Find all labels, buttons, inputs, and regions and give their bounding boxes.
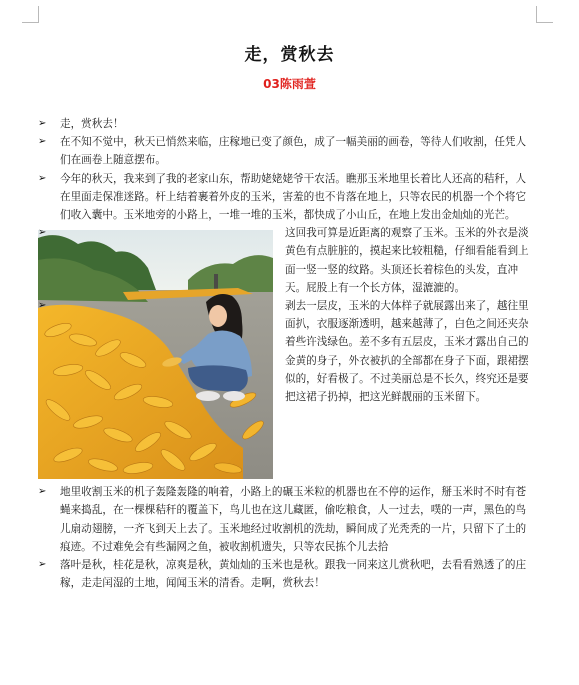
paragraph-text: 走，赏秋去！ (60, 118, 124, 130)
paragraph-2 (38, 133, 532, 169)
arrow-bullet-icon: ➢ (38, 486, 47, 498)
document-title: 走，赏秋去 (244, 45, 335, 65)
paragraph-text: 这回我可算是近距离的观察了玉米。玉米的外衣是淡黄色有点脏脏的，摸起来比较粗糙，仔细看能看到上面一竖一竖的纹路。头顶还长着棕色的头发，直冲天。屁股上有一个长方体，湿漉漉的。 (285, 227, 529, 294)
document-body (38, 115, 532, 592)
paragraph-text: 地里收割玉米的机子轰隆轰隆的响着，小路上的碾玉米粒的机器也在不停的运作，掰玉米时不时有苍蝇来捣乱，在一棵棵秸秆的覆盖下，鸟儿也在这儿藏匿，偷吃粮食，人一过去，噗的一声，黑色的鸟儿扇动翅膀，一齐飞到天上去了。玉米地经过收割机的洗劫，瞬间成了光秃秃的一片，只留下了土的痕迹。不过难免会有些漏网之鱼，被收割机遗失，只等农民拣个儿去拾 (60, 486, 527, 553)
paragraph-text: 落叶是秋，桂花是秋，凉爽是秋，黄灿灿的玉米也是秋。跟我一同来这儿赏秋吧，去看看熟透了的庄稼，走走闰湿的土地，闻闻玉米的清香。走啊，赏秋去！ (60, 559, 527, 590)
paragraph-6 (38, 483, 532, 556)
crop-mark-top-right (536, 6, 553, 23)
document-author: 03陈雨萱 (263, 77, 316, 91)
arrow-bullet-icon: ➢ (38, 300, 47, 312)
paragraph-text: 剥去一层皮，玉米的大体样子就展露出来了，越往里面扒，衣服逐渐透明，越来越薄了，白色之间还夹杂着些许浅绿色。差不多有五层皮，玉米才露出自己的金黄的身子，外衣被扒的全部都在身子下面，跟裙摆似的，好看极了。不过美丽总是不长久，终究还是要把这裙子扔掉，把这光鲜靓丽的玉米留下。 (285, 300, 529, 404)
paragraph-5 (38, 297, 532, 406)
crop-mark-top-left (22, 6, 39, 23)
arrow-bullet-icon: ➢ (38, 136, 47, 148)
paragraph-4 (38, 224, 532, 297)
paragraph-text: 在不知不觉中，秋天已悄然来临，庄稼地已变了颜色，成了一幅美丽的画卷，等待人们收割，任凭人们在画卷上随意摆布。 (60, 136, 527, 167)
paragraph-text: 今年的秋天，我来到了我的老家山东，帮助姥姥姥爷干农活。瞧那玉米地里长着比人还高的秸秆，人在里面走保准迷路。杆上结着裹着外皮的玉米，害羞的也不肯落在地上，只等农民的机器一个个将它们收入囊中。玉米地旁的小路上，一堆一堆的玉米，都快成了小山丘，在地上发出金灿灿的光芒。 (60, 172, 527, 222)
arrow-bullet-icon: ➢ (38, 172, 47, 184)
arrow-bullet-icon: ➢ (38, 118, 47, 129)
paragraph-1 (38, 115, 532, 133)
paragraph-3 (38, 170, 532, 225)
paragraph-7 (38, 556, 532, 592)
arrow-bullet-icon: ➢ (38, 559, 47, 571)
arrow-bullet-icon: ➢ (38, 227, 47, 239)
